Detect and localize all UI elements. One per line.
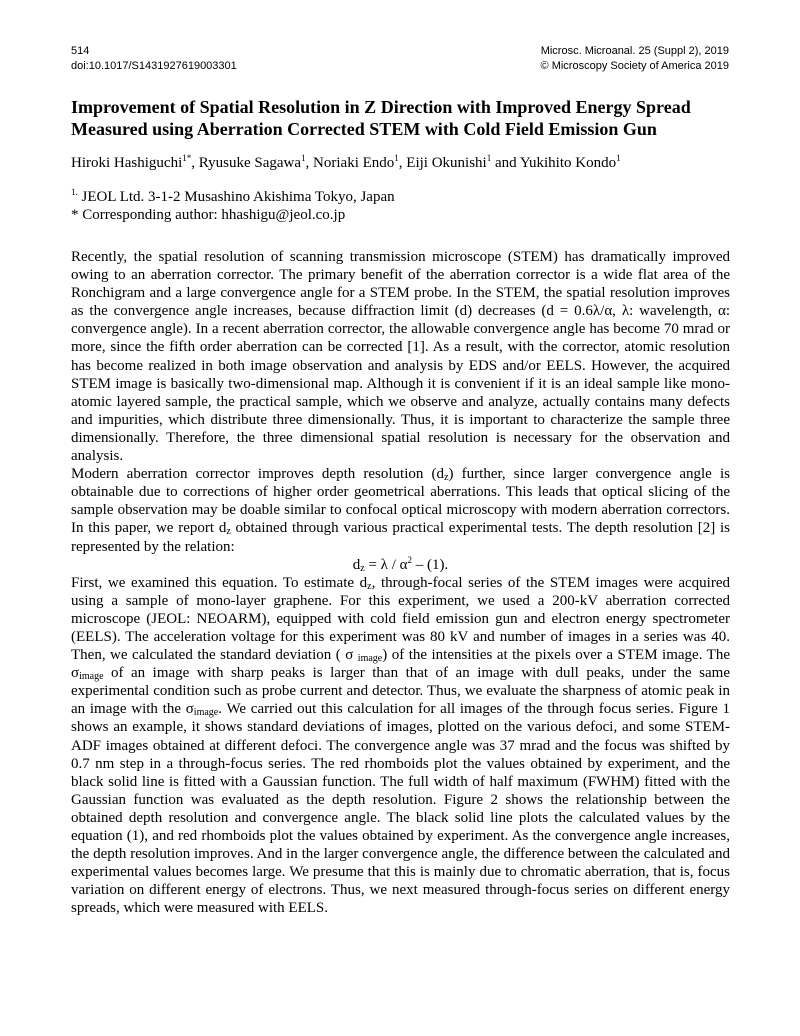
paragraph-2 <box>71 465 730 555</box>
text-run: – (1). <box>411 556 449 573</box>
text-run: of an image with sharp peaks is larger than that of an image with dull peaks, under the same experimental condition such as probe current and detector. Thus, we evaluate the sharpness of atomic peak in an image with the σ <box>71 665 730 718</box>
subscript: image <box>357 653 383 665</box>
text-run: d <box>352 556 361 573</box>
superscript: 2 <box>407 554 412 565</box>
subscript: z <box>367 580 372 592</box>
paper-title <box>71 96 730 140</box>
text-run: . We carried out this calculation for all images of the through focus series. Figure 1 shows an example, it shows standard deviations of images, plotted on the various defoci, and some STEM-ADF images obtained at different defoci. The convergence angle was 37 mrad and the focus was shifted by 0.7 nm step in a through-focus series. The red rhomboids plot the values obtained by experiment, and the black solid line is fitted with a Gaussian function. The full width of half maximum (FWHM) fitted with the Gaussian function was evaluated as the depth resolution. Figure 2 shows the relationship between the obtained depth resolution and convergence angle. The black solid line plots the calculated values by the equation (1), and red rhomboids plot the values obtained by experiment. As the convergence angle increases, the depth resolution improves. And in the larger convergence angle, the difference between the calculated and experimental values becomes large. We presume that this is mainly due to chromatic aberration, that is, focus variation on different energy of electrons. Thus, we next measured through-focus series on different energy spreads, which were measured with EELS. <box>71 701 731 917</box>
paper-body <box>71 248 730 917</box>
paper-content <box>71 96 730 917</box>
author: Yukihito Kondo <box>519 155 617 171</box>
text-run: , through-focal series of the STEM images were acquired using a sample of mono-layer graphene. For this experiment, we used a 200-kV aberration corrected microscope (JEOL: NEOARM), equipped with cold field emission gun and electron energy spectrometer (EELS). The acceleration voltage for this experiment was 80 kV and number of images in a series was 40. Then, we calculated the standard deviation ( σ <box>71 574 730 664</box>
author-mark: 1 <box>394 153 399 163</box>
paragraph-1: Recently, the spatial resolution of scanning transmission microscope (STEM) has dramatically improved owing to an aberration corrector. The primary benefit of the aberration corrector is a wide flat area of the Ronchigram and a large convergence angle for a STEM probe. In the STEM, the spatial resolution improves as the convergence angle increases, because diffraction limit (d) decreases (d = 0.6λ/α, λ: wavelength, α: convergence angle). In a recent aberration corrector, the allowable convergence angle has become 70 mrad or more, since the fifth order aberration can be corrected [1]. As a result, with the corrector, atomic resolution has become realized in both image observation and analysis by EDS and/or EELS. However, the acquired STEM image is basically two-dimensional map. Although it is convenient if it is an ideal sample like mono-atomic layered sample, the practical sample, which we observe and analyze, actually contains many defects and impurities, which distribute three dimensionally. Thus, it is important to characterize the sample three dimensionally. Therefore, the three dimensional spatial resolution is necessary for the observation and analysis. <box>71 249 730 465</box>
author-mark: 1 <box>616 153 621 163</box>
author-separator: , <box>305 155 314 171</box>
author-separator: , <box>398 155 407 171</box>
author: Noriaki Endo <box>313 155 395 171</box>
journal-citation: Microsc. Microanal. 25 (Suppl 2), 2019 <box>540 45 729 57</box>
author-separator: and <box>491 155 520 171</box>
subscript: z <box>226 526 231 538</box>
affiliations <box>71 188 730 224</box>
corresponding-author: * Corresponding author: hhashigu@jeol.co.jp <box>71 207 346 223</box>
author-mark: 1 <box>486 153 492 163</box>
author-separator: , <box>191 155 199 171</box>
subscript: image <box>193 707 219 719</box>
author-list <box>71 154 730 172</box>
title-line-1: Improvement of Spatial Resolution in Z Direction with Improved Energy Spread <box>71 97 691 117</box>
author-mark: 1 <box>301 153 306 163</box>
subscript: z <box>444 472 449 484</box>
affiliation-mark: 1. <box>71 187 78 197</box>
affiliation-text: JEOL Ltd. 3-1-2 Musashino Akishima Tokyo, Japan <box>77 189 395 205</box>
text-run: Modern aberration corrector improves depth resolution (d <box>71 466 445 483</box>
text-run: ) of the intensities at the pixels over a STEM image. The σ <box>71 647 730 682</box>
subscript: z <box>360 562 365 574</box>
author: Eiji Okunishi <box>406 155 487 171</box>
header-left <box>71 44 237 74</box>
paragraph-3 <box>71 574 730 918</box>
equation-1 <box>71 556 730 574</box>
text-run: ) further, since larger convergence angle is obtainable due to corrections of higher order geometrical aberrations. This leads that optical slicing of the sample observation may be doable similar to confocal optical microscopy with modern aberration correctors. In this paper, we report d <box>71 466 730 537</box>
doi: doi:10.1017/S1431927619003301 <box>71 60 237 72</box>
text-run: obtained through various practical experimental tests. The depth resolution [2] is represented by the relation: <box>71 520 730 555</box>
header-right <box>541 44 729 74</box>
page-number: 514 <box>71 45 90 57</box>
title-line-2: Measured using Aberration Corrected STEM with Cold Field Emission Gun <box>71 119 657 139</box>
affiliation-line <box>71 188 730 206</box>
text-run: = λ / α <box>364 556 408 573</box>
text-run: First, we examined this equation. To estimate d <box>71 574 368 591</box>
author: Hiroki Hashiguchi <box>71 155 183 171</box>
author: Ryusuke Sagawa <box>198 155 302 171</box>
copyright: © Microscopy Society of America 2019 <box>540 60 729 72</box>
author-mark: 1* <box>182 153 192 163</box>
subscript: image <box>79 671 104 683</box>
